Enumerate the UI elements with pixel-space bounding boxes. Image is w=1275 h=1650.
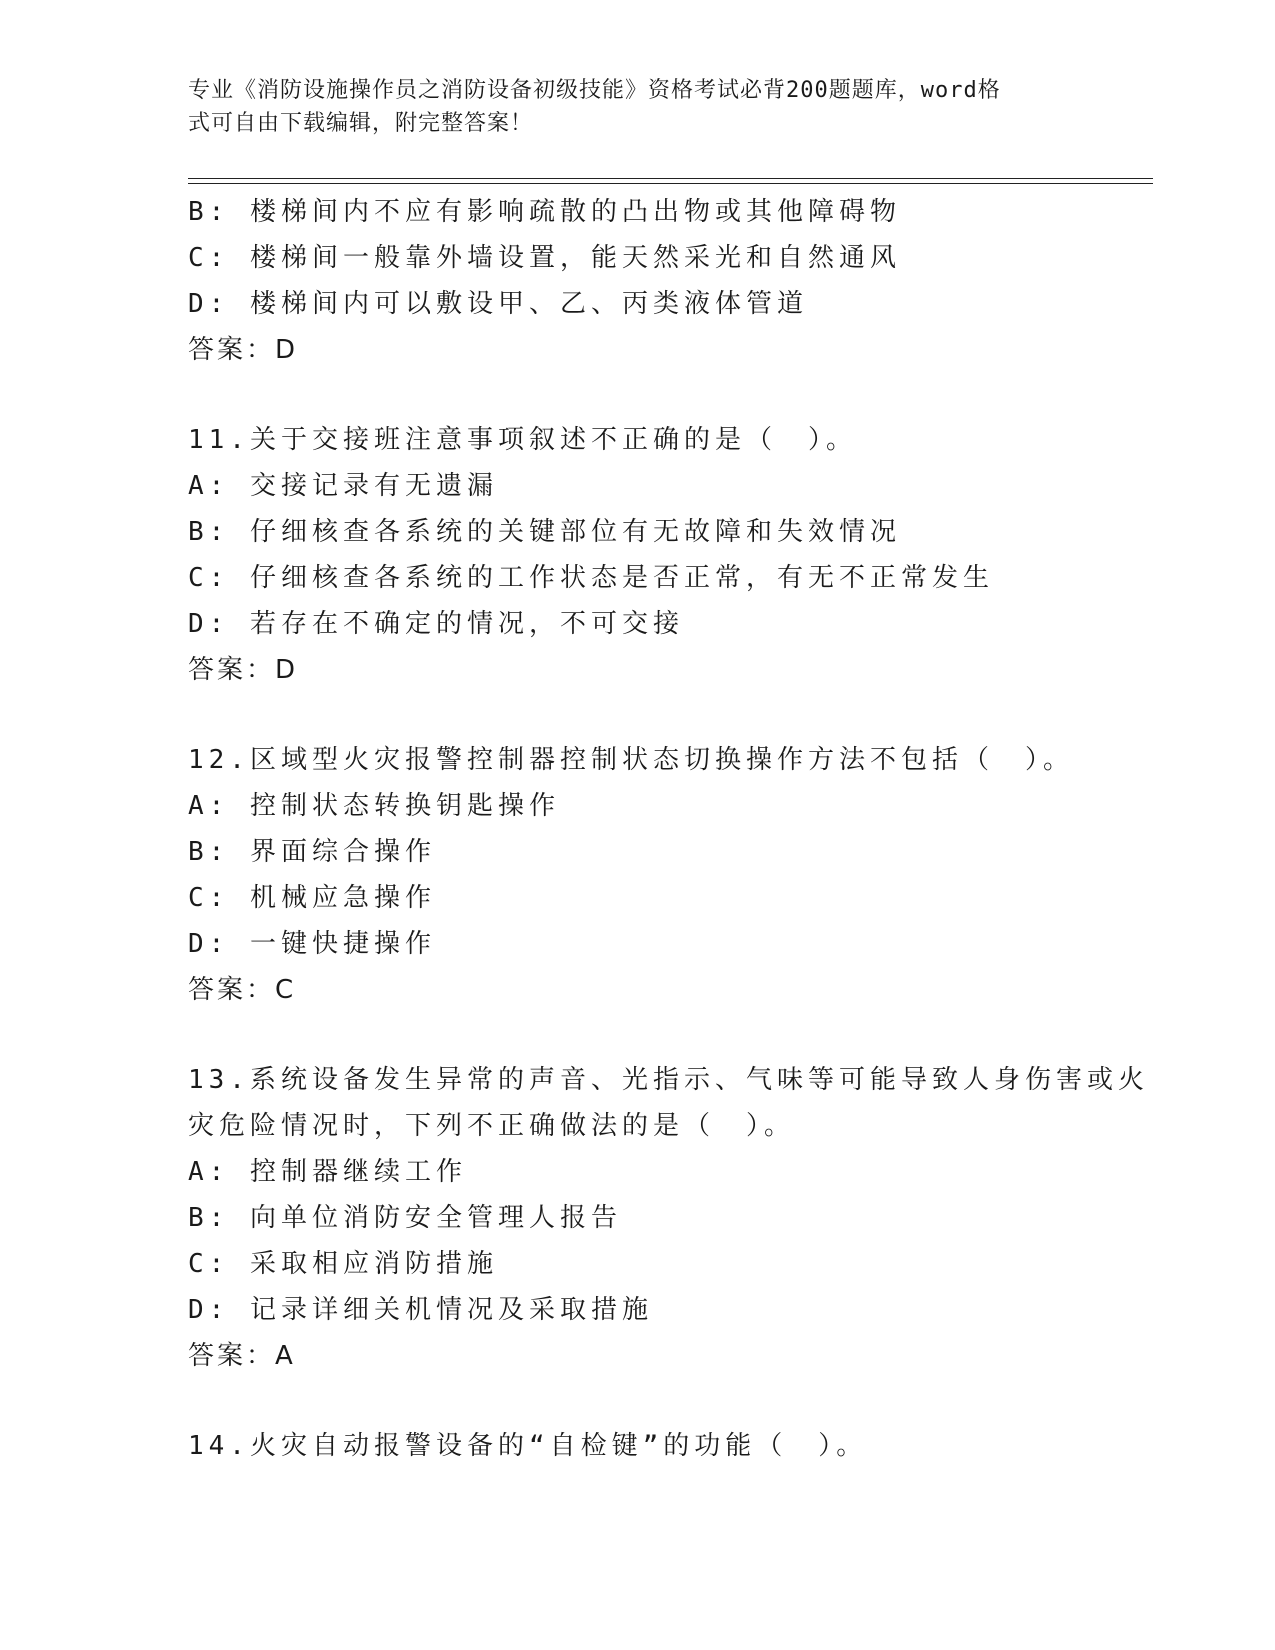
option-b: B: 仔细核查各系统的关键部位有无故障和失效情况 [188,517,901,547]
answer-line: 答案：A [188,1341,296,1371]
answer-line: 答案：C [188,975,297,1005]
option-c: C: 采取相应消防措施 [188,1249,498,1279]
option-a: A: 控制状态转换钥匙操作 [188,791,560,821]
option-d: D: 记录详细关机情况及采取措施 [188,1295,653,1325]
option-c: C: 机械应急操作 [188,883,436,913]
option-a: A: 交接记录有无遗漏 [188,471,498,501]
option-a: A: 控制器继续工作 [188,1157,467,1187]
spacer [188,1379,1128,1423]
question-text: 12.区域型火灾报警控制器控制状态切换操作方法不包括（ ）。 [188,745,1074,775]
question-text-line-1: 13.系统设备发生异常的声音、光指示、气味等可能导致人身伤害或火 [188,1065,1149,1095]
answer-line: 答案：D [188,335,299,365]
question-list [188,189,1149,1469]
question-block-14 [188,1423,1128,1469]
option-b: B: 楼梯间内不应有影响疏散的凸出物或其他障碍物 [188,197,901,227]
question-text: 14.火灾自动报警设备的“自检键”的功能（ ）。 [188,1431,868,1461]
option-c: C: 楼梯间一般靠外墙设置，能天然采光和自然通风 [188,243,901,273]
question-block-11 [188,417,1128,693]
option-b: B: 向单位消防安全管理人报告 [188,1203,622,1233]
option-b: B: 界面综合操作 [188,837,436,867]
option-d: D: 若存在不确定的情况，不可交接 [188,609,684,639]
answer-line: 答案：D [188,655,299,685]
document-header [188,74,1088,140]
header-line-2: 式可自由下载编辑，附完整答案！ [188,111,534,136]
option-d: D: 一键快捷操作 [188,929,436,959]
question-block-13 [188,1057,1149,1379]
header-line-1: 专业《消防设施操作员之消防设备初级技能》资格考试必背200题题库，word格 [188,78,1001,103]
spacer [188,373,1128,417]
option-d: D: 楼梯间内可以敷设甲、乙、丙类液体管道 [188,289,808,319]
question-block-12 [188,737,1128,1013]
option-c: C: 仔细核查各系统的工作状态是否正常，有无不正常发生 [188,563,994,593]
question-text: 11.关于交接班注意事项叙述不正确的是（ ）。 [188,425,857,455]
spacer [188,693,1128,737]
question-block-10 [188,189,1128,373]
question-text-line-2: 灾危险情况时，下列不正确做法的是（ ）。 [188,1111,796,1141]
header-divider-bottom [188,183,1153,184]
header-divider-top [188,178,1153,179]
spacer [188,1013,1128,1057]
